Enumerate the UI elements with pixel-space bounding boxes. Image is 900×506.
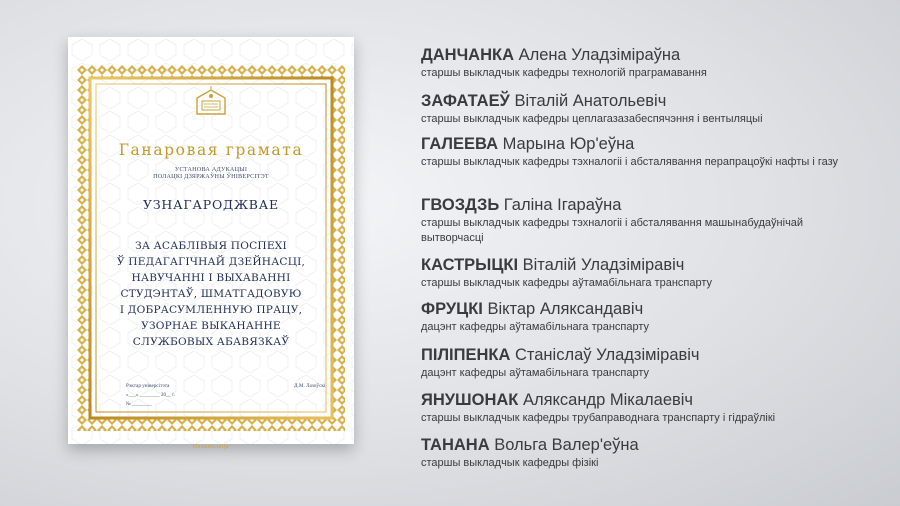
awardee-given-name: Галіна Ігараўна [503, 196, 622, 214]
list-item [421, 436, 891, 471]
list-item [421, 46, 891, 81]
university-emblem-icon [193, 84, 229, 120]
awardee-given-name: Станіслаў Уладзіміравіч [514, 346, 700, 364]
awardee-given-name: Вольга Валер'еўна [494, 436, 639, 454]
list-item [421, 92, 891, 127]
awardee-name [421, 300, 891, 319]
awardee-surname: ЯНУШОНАК [421, 391, 519, 409]
city-name: Наваполацк [192, 444, 230, 450]
awardee-given-name: Аляксандр Мікалаевіч [522, 391, 694, 409]
awardee-surname: ДАНЧАНКА [421, 46, 514, 64]
awardee-given-name: Віталій Анатольевіч [514, 92, 667, 110]
certificate [68, 37, 354, 450]
awardee-position: дацэнт кафедры аўтамабільнага транспарту [421, 367, 650, 379]
awardee-position: старшы выкладчык кафедры тэхналогіі і абсталявання машынабудаўнічай вытворчасці [421, 217, 804, 244]
list-item [421, 256, 891, 291]
awardee-name [421, 436, 891, 455]
awardee-given-name: Віталій Уладзіміравіч [522, 256, 685, 274]
awardee-name [421, 46, 891, 65]
awardee-surname: КАСТРЫЦКІ [421, 256, 519, 274]
list-item [421, 346, 891, 381]
list-item [421, 391, 891, 426]
awardee-given-name: Віктар Аляксандавіч [487, 300, 644, 318]
awardee-position: старшы выкладчык кафедры аўтамабільнага транспарту [421, 277, 713, 289]
awardee-position: старшы выкладчык кафедры цеплагазазабеспячэння і вентыляцыі [421, 113, 763, 125]
awardee-name [421, 391, 891, 410]
certificate-title: Ганаровая грамата [118, 141, 304, 159]
awardee-surname: ЗАФАТАЕЎ [421, 92, 510, 110]
award-reason-text: ЗА АСАБЛІВЫЯ ПОСПЕХІ Ў ПЕДАГАГІЧНАЙ ДЗЕЙНАСЦІ, НАВУЧАННІ І ВЫХАВАННІ СТУДЭНТАЎ, ШМАТГАДОВУЮ І ДОБРАСУМЛЕННУЮ ПРАЦУ, УЗОРНАЕ ВЫКАНАННЕ СЛУЖБОВЫХ АБАВЯЗКАЎ [116, 240, 306, 348]
awardee-name [421, 196, 891, 215]
list-item [421, 196, 891, 246]
date-line: «___» ________ 20__ г. [126, 393, 175, 398]
rector-label: Рэктар універсітэта [126, 383, 170, 389]
awardee-surname: ПІЛІПЕНКА [421, 346, 511, 364]
awardee-name [421, 346, 891, 365]
awardee-surname: ГВОЗДЗЬ [421, 196, 500, 214]
list-item [421, 300, 891, 335]
awardee-position: старшы выкладчык кафедры фізікі [421, 457, 599, 469]
awardee-name [421, 135, 891, 154]
awardee-given-name: Марына Юр'еўна [502, 135, 635, 153]
awardee-name [421, 92, 891, 111]
institution-name [68, 166, 354, 181]
signer-name: Д.М. Лазоўскі [294, 383, 326, 389]
award-heading: УЗНАГАРОДЖВАЕ [143, 197, 279, 212]
awardee-position: старшы выкладчык кафедры тэхналогіі і абсталявання перапрацоўкі нафты і газу [421, 156, 839, 168]
awardee-name [421, 256, 891, 275]
awardee-position: дацэнт кафедры аўтамабільнага транспарту [421, 321, 650, 333]
awardee-surname: ФРУЦКІ [421, 300, 483, 318]
institution-line-1: УСТАНОВА АДУКАЦЫІ [174, 166, 248, 173]
institution-line-2: ПОЛАЦКІ ДЗЯРЖАЎНЫ ЎНІВЕРСІТЭТ [153, 173, 269, 181]
awardee-position: старшы выкладчык кафедры технологій праграмавання [421, 67, 707, 79]
number-line: № ________ [126, 402, 153, 407]
list-item [421, 135, 891, 170]
awardee-given-name: Алена Уладзіміраўна [518, 46, 681, 64]
awardee-surname: ГАЛЕЕВА [421, 135, 499, 153]
awardee-position: старшы выкладчык кафедры трубаправоднага транспарту і гідраўлікі [421, 412, 776, 424]
awardee-surname: ТАНАНА [421, 436, 490, 454]
